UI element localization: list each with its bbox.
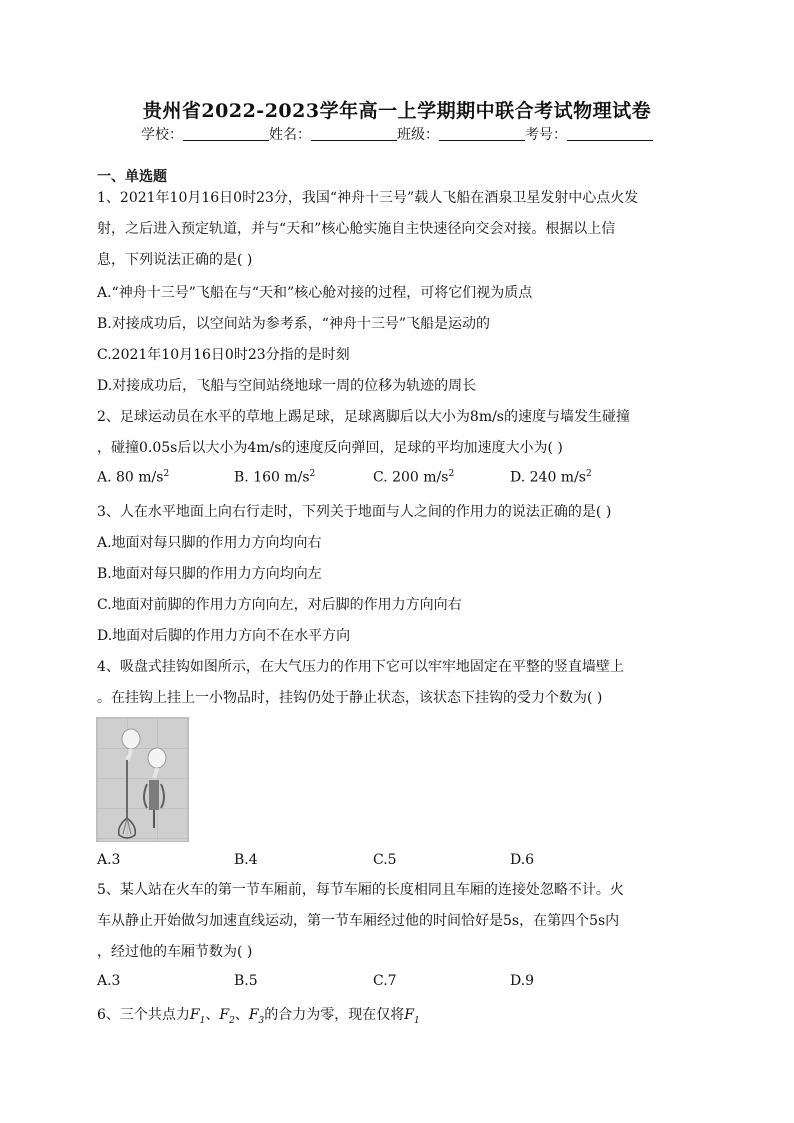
q2-option-a[interactable] (97, 469, 169, 486)
q6-force-f1-again (404, 1007, 420, 1026)
q6-f2-letter: F (219, 1007, 230, 1023)
q6-force-f2 (219, 1007, 235, 1026)
q1-option-d[interactable]: D.对接成功后，飞船与空间站绕地球一周的位移为轨迹的周长 (97, 378, 477, 394)
q2-option-a-text: A. 80 m/s (97, 469, 164, 486)
q6-text-start: 6、三个共点力 (97, 1007, 190, 1023)
q6-f1-letter: F (189, 1007, 200, 1023)
q4-stem-line1: 4、吸盘式挂钩如图所示，在大气压力的作用下它可以牢牢地固定在平整的竖直墙壁上 (97, 659, 624, 675)
q1-stem-line1: 1、2021年10月16日0时23分，我国“神舟十三号”载人飞船在酒泉卫星发射中心点火发 (97, 190, 639, 206)
q5-option-d[interactable]: D.9 (510, 973, 535, 989)
q2-option-d-text: D. 240 m/s (510, 469, 586, 486)
school-blank[interactable] (183, 128, 269, 141)
q6-sep-2: 、 (234, 1007, 249, 1023)
q5-option-c[interactable]: C.7 (373, 973, 397, 989)
class-label: 班级： (397, 127, 439, 143)
name-label: 姓名： (269, 127, 311, 143)
q2-option-c-text: C. 200 m/s (373, 469, 449, 486)
q4-option-c[interactable]: C.5 (373, 852, 397, 868)
student-info-row (0, 124, 794, 144)
q3-option-d[interactable]: D.地面对后脚的作用力方向不在水平方向 (97, 628, 351, 644)
q6-stem (97, 1004, 420, 1026)
q2-option-c[interactable] (373, 469, 454, 486)
suction-hook-photo (96, 717, 189, 842)
q2-option-b-exp: 2 (309, 469, 316, 479)
q4-option-d[interactable]: D.6 (510, 852, 535, 868)
exam-title: 贵州省2022-2023学年高一上学期期中联合考试物理试卷 (142, 100, 652, 122)
q3-option-b[interactable]: B.地面对每只脚的作用力方向均向左 (97, 566, 322, 582)
q5-stem-line1: 5、某人站在火车的第一节车厢前，每节车厢的长度相同且车厢的连接处忽略不计。火 (97, 882, 624, 898)
q4-stem-line2: 。在挂钩上挂上一小物品时，挂钩仍处于静止状态，该状态下挂钩的受力个数为( ) (97, 690, 603, 706)
suction-hook-illustration (97, 718, 188, 841)
class-blank[interactable] (439, 128, 525, 141)
q6-force-f1 (189, 1007, 206, 1026)
q3-option-a[interactable]: A.地面对每只脚的作用力方向均向右 (97, 535, 322, 551)
school-label: 学校： (141, 127, 183, 143)
q6-sep-1: 、 (205, 1007, 220, 1023)
q2-option-d[interactable] (510, 469, 592, 486)
exam-number-blank[interactable] (567, 128, 653, 141)
q2-stem-line1: 2、足球运动员在水平的草地上踢足球，足球离脚后以大小为8m/s的速度与墙发生碰撞 (97, 409, 630, 425)
q1-stem-line3: 息，下列说法正确的是( ) (97, 252, 253, 268)
q2-option-d-exp: 2 (585, 469, 592, 479)
q6-force-f3 (248, 1007, 265, 1026)
q6-f1b-letter: F (404, 1007, 414, 1023)
name-blank[interactable] (311, 128, 397, 141)
q5-stem-line3: ，经过他的车厢节数为( ) (97, 944, 253, 960)
q1-stem-line2: 射，之后进入预定轨道，并与“天和”核心舱实施自主快速径向交会对接。根据以上信 (97, 221, 616, 237)
q6-text-mid: 的合力为零，现在仅将 (264, 1007, 405, 1023)
q4-option-a[interactable]: A.3 (97, 852, 121, 868)
q2-option-b[interactable] (234, 469, 315, 486)
q6-f3-letter: F (248, 1007, 259, 1023)
q5-stem-line2: 车从静止开始做匀加速直线运动，第一节车厢经过他的时间恰好是5s，在第四个5s内 (97, 913, 620, 929)
q1-option-c[interactable]: C.2021年10月16日0时23分指的是时刻 (97, 347, 350, 363)
q5-option-b[interactable]: B.5 (234, 973, 258, 989)
q6-f1-sub: 1 (199, 1015, 206, 1026)
q5-option-a[interactable]: A.3 (97, 973, 121, 989)
q2-option-a-exp: 2 (163, 469, 170, 479)
q3-stem: 3、人在水平地面上向右行走时，下列关于地面与人之间的作用力的说法正确的是( ) (97, 504, 612, 520)
exam-number-label: 考号： (525, 127, 567, 143)
section-heading: 一、单选题 (97, 169, 167, 185)
q6-f3-sub: 3 (258, 1015, 265, 1026)
q2-option-c-exp: 2 (448, 469, 455, 479)
q2-option-b-text: B. 160 m/s (234, 469, 310, 486)
q3-option-c[interactable]: C.地面对前脚的作用力方向向左，对后脚的作用力方向向右 (97, 597, 462, 613)
q2-stem-line2: ，碰撞0.05s后以大小为4m/s的速度反向弹回，足球的平均加速度大小为( ) (97, 440, 563, 456)
q6-f1b-sub: 1 (414, 1015, 420, 1026)
q1-option-b[interactable]: B.对接成功后，以空间站为参考系，“神舟十三号”飞船是运动的 (97, 316, 491, 332)
q1-option-a[interactable]: A.“神舟十三号”飞船在与“天和”核心舱对接的过程，可将它们视为质点 (97, 285, 533, 301)
q6-f2-sub: 2 (229, 1015, 235, 1026)
q4-option-b[interactable]: B.4 (234, 852, 258, 868)
